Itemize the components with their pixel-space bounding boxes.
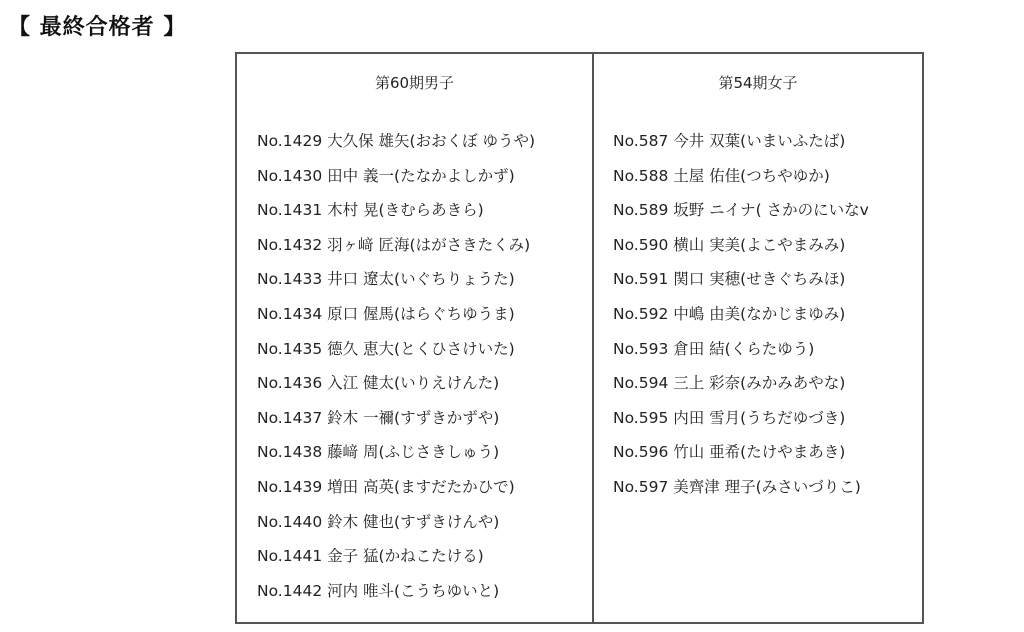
list-item: No.593 倉田 結(くらたゆう) <box>613 339 815 358</box>
list-item: No.1430 田中 義一(たなかよしかず) <box>257 166 515 185</box>
men-column-title: 第60期男子 <box>374 74 455 92</box>
women-column <box>594 54 922 622</box>
list-item: No.591 関口 実穂(せきぐちみほ) <box>613 270 846 289</box>
men-list <box>257 124 592 608</box>
list-item: No.592 中嶋 由美(なかじまゆみ) <box>613 304 846 323</box>
list-item: No.1431 木村 晃(きむらあきら) <box>257 201 484 220</box>
list-item: No.1436 入江 健太(いりえけんた) <box>257 374 500 393</box>
women-list <box>613 124 922 505</box>
list-item: No.1438 藤﨑 周(ふじさきしゅう) <box>257 443 500 462</box>
list-item: No.587 今井 双葉(いまいふたば) <box>613 132 846 150</box>
results-table <box>235 52 924 624</box>
list-item: No.1440 鈴木 健也(すずきけんや) <box>257 512 500 531</box>
list-item: No.1437 鈴木 一禰(すずきかずや) <box>257 408 500 427</box>
list-item: No.597 美齊津 理子(みさいづりこ) <box>613 477 861 496</box>
list-item: No.596 竹山 亜希(たけやまあき) <box>613 443 846 462</box>
list-item: No.1429 大久保 雄矢(おおくぼ ゆうや) <box>257 132 536 150</box>
list-item: No.595 内田 雪月(うちだゆづき) <box>613 408 846 427</box>
list-item: No.594 三上 彩奈(みかみあやな) <box>613 374 846 393</box>
list-item: No.1439 増田 高英(ますだたかひで) <box>257 477 515 496</box>
page-title: 【 最終合格者 】 <box>8 15 187 40</box>
list-item: No.1435 德久 恵大(とくひさけいた) <box>257 339 515 358</box>
list-item: No.589 坂野 ニイナ( さかのにいなv <box>613 201 869 220</box>
list-item: No.1434 原口 偓馬(はらぐちゆうま) <box>257 304 515 323</box>
list-item: No.590 横山 実美(よこやまみみ) <box>613 235 846 254</box>
list-item: No.1441 金子 猛(かねこたける) <box>257 547 484 566</box>
list-item: No.1432 羽ヶ﨑 匠海(はがさきたくみ) <box>257 235 531 254</box>
women-column-title: 第54期女子 <box>718 74 798 92</box>
list-item: No.1433 井口 遼太(いぐちりょうた) <box>257 270 515 289</box>
list-item: No.1442 河内 唯斗(こうちゆいと) <box>257 581 500 600</box>
list-item: No.588 土屋 佑佳(つちやゆか) <box>613 166 830 185</box>
men-column <box>237 54 594 622</box>
